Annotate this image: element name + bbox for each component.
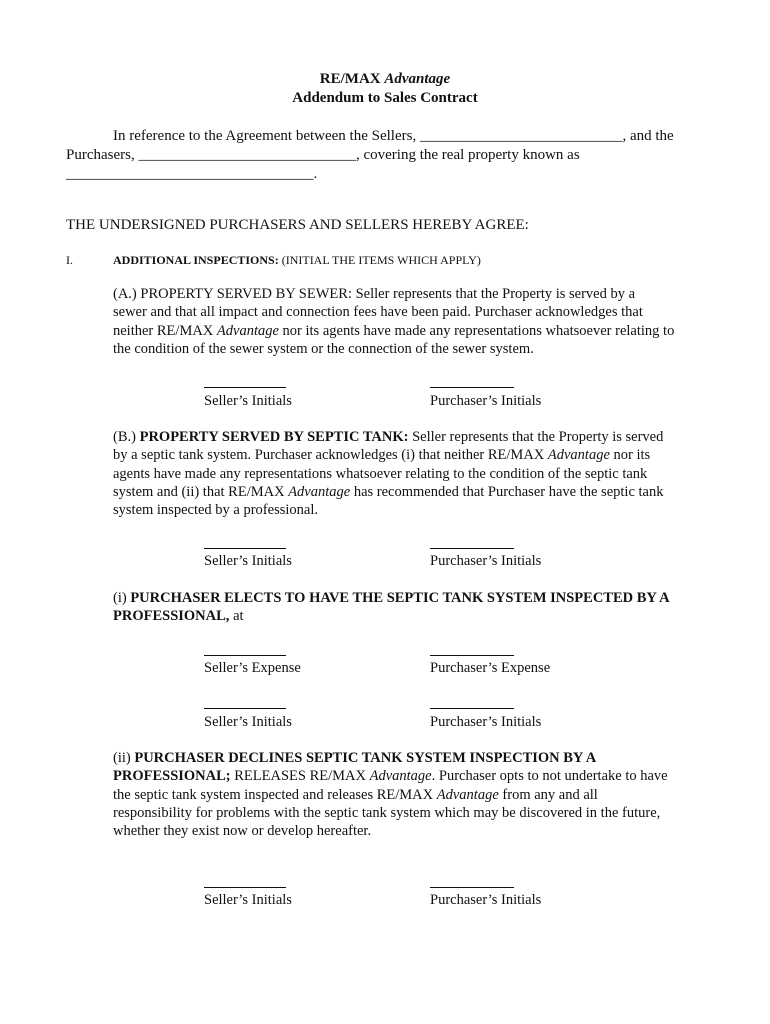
seller-initials-label-i: Seller’s Initials <box>204 714 292 730</box>
clause-b-line-1: (B.) PROPERTY SERVED BY SEPTIC TANK: Seller represents that the Property is served <box>113 429 664 445</box>
seller-expense-line[interactable] <box>204 655 286 656</box>
seller-initials-label-a: Seller’s Initials <box>204 393 292 409</box>
clause-ii <box>113 749 713 840</box>
property-blank[interactable]: _________________________________ <box>66 166 314 182</box>
purchaser-expense-label: Purchaser’s Expense <box>430 660 551 676</box>
purchaser-initials-label-ii: Purchaser’s Initials <box>430 892 542 908</box>
purchasers-blank[interactable]: _____________________________ <box>138 147 356 163</box>
purchaser-initials-label-i: Purchaser’s Initials <box>430 714 542 730</box>
clause-b-line-4: system and (ii) that RE/MAX Advantage has recommended that Purchaser have the septic tank <box>113 483 664 500</box>
seller-expense-label: Seller’s Expense <box>204 660 301 676</box>
purchaser-initials-label-a: Purchaser’s Initials <box>430 393 542 409</box>
clause-a-line-4: the condition of the sewer system or the connection of the sewer system. <box>113 340 534 357</box>
clause-ii-line-5: whether they exist now or develop hereafter. <box>113 823 372 840</box>
seller-initials-line-i[interactable] <box>204 708 286 709</box>
clause-a <box>113 285 713 358</box>
clause-a-line-1: (A.) PROPERTY SERVED BY SEWER: Seller represents that the Property is served by a <box>113 286 636 302</box>
clause-ii-line-4: responsibility for problems with the septic tank system which may be discovered in the future, <box>113 804 661 821</box>
clause-b-line-3: agents have made any representations whatsoever relating to the condition of the septic tank <box>113 465 648 482</box>
purchaser-expense-line[interactable] <box>430 655 514 656</box>
seller-initials-label-b: Seller’s Initials <box>204 553 292 569</box>
clause-b-line-2: by a septic tank system. Purchaser acknowledges (i) that neither RE/MAX Advantage nor its <box>113 447 651 464</box>
seller-initials-label-ii: Seller’s Initials <box>204 892 292 908</box>
clause-ii-line-3: the septic tank system inspected and releases RE/MAX Advantage from any and all <box>113 786 598 803</box>
clause-b-line-5: system inspected by a professional. <box>113 502 318 519</box>
agreement-heading: THE UNDERSIGNED PURCHASERS AND SELLERS HEREBY AGREE: <box>66 217 529 233</box>
title-brand: RE/MAX <box>319 71 385 87</box>
intro-line-1: In reference to the Agreement between the Sellers, ___________________________, and the <box>113 128 674 144</box>
clause-i-line-2: PROFESSIONAL, at <box>113 608 244 625</box>
seller-initials-line-a[interactable] <box>204 387 286 388</box>
purchaser-initials-line-i[interactable] <box>430 708 514 709</box>
clause-i-line-1: (i) PURCHASER ELECTS TO HAVE THE SEPTIC TANK SYSTEM INSPECTED BY A <box>113 590 670 606</box>
section-numeral: I. <box>66 253 73 267</box>
purchaser-initials-label-b: Purchaser’s Initials <box>430 553 542 569</box>
clause-ii-line-1: (ii) PURCHASER DECLINES SEPTIC TANK SYSTEM INSPECTION BY A <box>113 750 597 766</box>
seller-initials-line-ii[interactable] <box>204 887 286 888</box>
title-brand-italic: Advantage <box>384 71 451 87</box>
purchaser-initials-line-ii[interactable] <box>430 887 514 888</box>
intro-line-2: Purchasers, _____________________________, covering the real property known as <box>66 147 580 163</box>
section-heading: ADDITIONAL INSPECTIONS: (INITIAL THE ITEMS WHICH APPLY) <box>113 253 481 267</box>
seller-initials-line-b[interactable] <box>204 548 286 549</box>
clause-ii-line-2: PROFESSIONAL; RELEASES RE/MAX Advantage. Purchaser opts to not undertake to have <box>113 768 668 785</box>
purchaser-initials-line-a[interactable] <box>430 387 514 388</box>
purchaser-initials-line-b[interactable] <box>430 548 514 549</box>
clause-a-line-2: sewer and that all impact and connection fees have been paid. Purchaser acknowledges that <box>113 304 643 321</box>
intro-line-3: _________________________________. <box>66 166 318 182</box>
clause-a-line-3: neither RE/MAX Advantage nor its agents have made any representations whatsoever relating to <box>113 322 675 339</box>
sellers-blank[interactable]: ___________________________ <box>419 128 623 144</box>
clause-b <box>113 428 713 519</box>
document-title <box>0 70 770 88</box>
clause-i <box>113 589 713 626</box>
document-subtitle: Addendum to Sales Contract <box>292 90 478 106</box>
